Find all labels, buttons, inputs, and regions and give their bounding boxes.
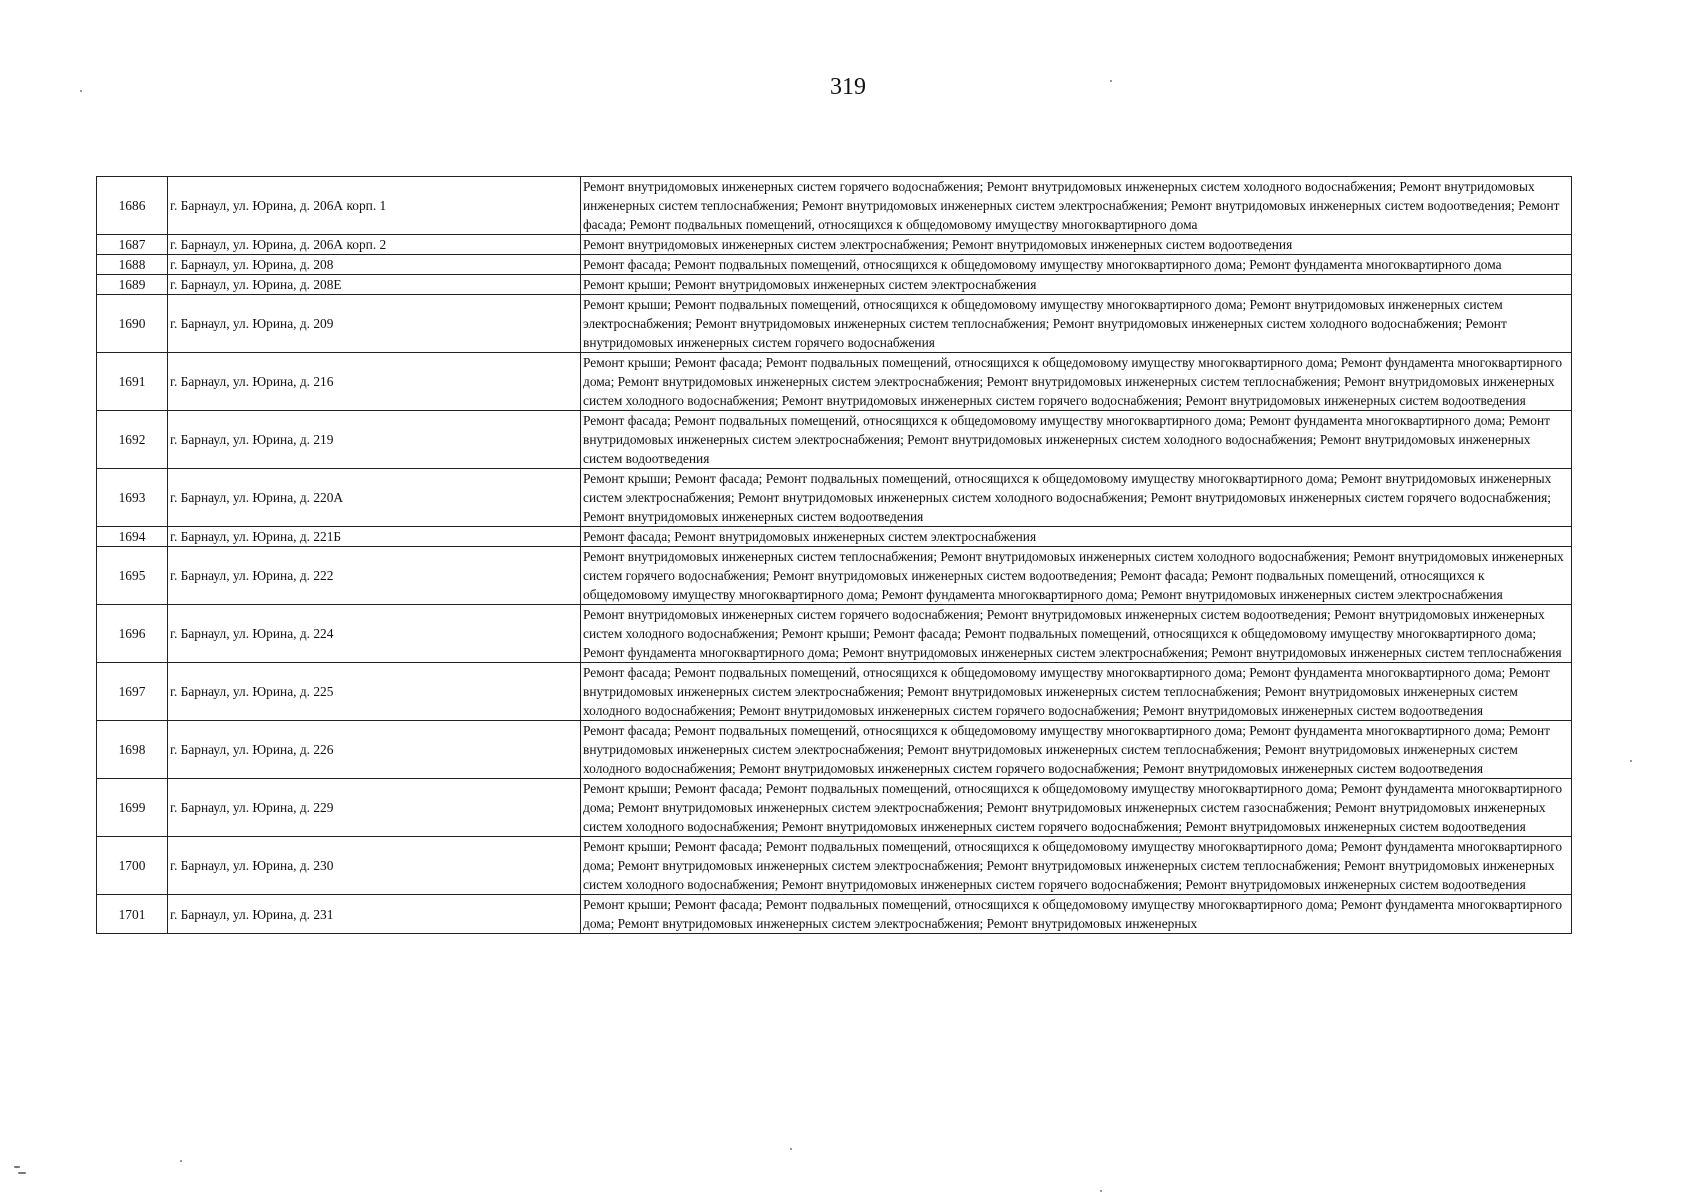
table-row: [97, 779, 1572, 837]
row-address: г. Барнаул, ул. Юрина, д. 206А корп. 1: [168, 177, 581, 235]
row-works: Ремонт фасада; Ремонт внутридомовых инженерных систем электроснабжения: [581, 527, 1572, 547]
row-number: 1701: [97, 895, 168, 934]
row-number: 1700: [97, 837, 168, 895]
row-works: Ремонт крыши; Ремонт фасада; Ремонт подвальных помещений, относящихся к общедомовому имуществу многоквартирного дома; Ремонт фундамента многоквартирного дома; Ремонт внутридомовых инженерных систем электроснабжения; Ремонт внутридомовых инженерных: [581, 895, 1572, 934]
row-address: г. Барнаул, ул. Юрина, д. 221Б: [168, 527, 581, 547]
table-row: [97, 411, 1572, 469]
table-row: [97, 255, 1572, 275]
row-works: Ремонт крыши; Ремонт фасада; Ремонт подвальных помещений, относящихся к общедомовому имуществу многоквартирного дома; Ремонт фундамента многоквартирного дома; Ремонт внутридомовых инженерных систем электроснабжения; Ремонт внутридомовых инженерных систем газоснабжения; Ремонт внутридомовых инженерных систем холодного водоснабжения; Ремонт внутридомовых инженерных систем горячего водоснабжения; Ремонт внутридомовых инженерных систем водоотведения: [581, 779, 1572, 837]
row-works: Ремонт внутридомовых инженерных систем теплоснабжения; Ремонт внутридомовых инженерных систем холодного водоснабжения; Ремонт внутридомовых инженерных систем горячего водоснабжения; Ремонт внутридомовых инженерных систем водоотведения; Ремонт фасада; Ремонт подвальных помещений, относящихся к общедомовому имуществу многоквартирного дома; Ремонт фундамента многоквартирного дома; Ремонт внутридомовых инженерных систем электроснабжения: [581, 547, 1572, 605]
table-row: [97, 527, 1572, 547]
row-number: 1686: [97, 177, 168, 235]
row-works: Ремонт фасада; Ремонт подвальных помещений, относящихся к общедомовому имуществу многоквартирного дома; Ремонт фундамента многоквартирного дома; Ремонт внутридомовых инженерных систем электроснабжения; Ремонт внутридомовых инженерных систем холодного водоснабжения; Ремонт внутридомовых инженерных систем водоотведения: [581, 411, 1572, 469]
row-address: г. Барнаул, ул. Юрина, д. 231: [168, 895, 581, 934]
row-address: г. Барнаул, ул. Юрина, д. 220А: [168, 469, 581, 527]
row-number: 1697: [97, 663, 168, 721]
row-address: г. Барнаул, ул. Юрина, д. 222: [168, 547, 581, 605]
registry-body: [97, 177, 1572, 934]
row-address: г. Барнаул, ул. Юрина, д. 226: [168, 721, 581, 779]
row-number: 1692: [97, 411, 168, 469]
table-row: [97, 469, 1572, 527]
row-number: 1687: [97, 235, 168, 255]
table-row: [97, 663, 1572, 721]
repair-registry-table: [96, 176, 1572, 934]
row-address: г. Барнаул, ул. Юрина, д. 208: [168, 255, 581, 275]
row-number: 1695: [97, 547, 168, 605]
table-row: [97, 235, 1572, 255]
row-address: г. Барнаул, ул. Юрина, д. 230: [168, 837, 581, 895]
row-works: Ремонт внутридомовых инженерных систем горячего водоснабжения; Ремонт внутридомовых инженерных систем водоотведения; Ремонт внутридомовых инженерных систем холодного водоснабжения; Ремонт крыши; Ремонт фасада; Ремонт подвальных помещений, относящихся к общедомовому имуществу многоквартирного дома; Ремонт фундамента многоквартирного дома; Ремонт внутридомовых инженерных систем электроснабжения; Ремонт внутридомовых инженерных систем теплоснабжения: [581, 605, 1572, 663]
row-number: 1691: [97, 353, 168, 411]
table-row: [97, 177, 1572, 235]
row-address: г. Барнаул, ул. Юрина, д. 225: [168, 663, 581, 721]
row-works: Ремонт крыши; Ремонт фасада; Ремонт подвальных помещений, относящихся к общедомовому имуществу многоквартирного дома; Ремонт внутридомовых инженерных систем электроснабжения; Ремонт внутридомовых инженерных систем холодного водоснабжения; Ремонт внутридомовых инженерных систем горячего водоснабжения; Ремонт внутридомовых инженерных систем водоотведения: [581, 469, 1572, 527]
row-number: 1688: [97, 255, 168, 275]
table-row: [97, 895, 1572, 934]
table-row: [97, 275, 1572, 295]
row-address: г. Барнаул, ул. Юрина, д. 208Е: [168, 275, 581, 295]
row-address: г. Барнаул, ул. Юрина, д. 229: [168, 779, 581, 837]
row-number: 1699: [97, 779, 168, 837]
row-address: г. Барнаул, ул. Юрина, д. 206А корп. 2: [168, 235, 581, 255]
row-address: г. Барнаул, ул. Юрина, д. 216: [168, 353, 581, 411]
row-address: г. Барнаул, ул. Юрина, д. 209: [168, 295, 581, 353]
table-row: [97, 547, 1572, 605]
table-row: [97, 721, 1572, 779]
row-address: г. Барнаул, ул. Юрина, д. 224: [168, 605, 581, 663]
row-works: Ремонт внутридомовых инженерных систем электроснабжения; Ремонт внутридомовых инженерных систем водоотведения: [581, 235, 1572, 255]
row-works: Ремонт крыши; Ремонт внутридомовых инженерных систем электроснабжения: [581, 275, 1572, 295]
row-number: 1696: [97, 605, 168, 663]
row-works: Ремонт крыши; Ремонт подвальных помещений, относящихся к общедомовому имуществу многоквартирного дома; Ремонт внутридомовых инженерных систем электроснабжения; Ремонт внутридомовых инженерных систем теплоснабжения; Ремонт внутридомовых инженерных систем холодного водоснабжения; Ремонт внутридомовых инженерных систем горячего водоснабжения: [581, 295, 1572, 353]
row-number: 1698: [97, 721, 168, 779]
row-works: Ремонт крыши; Ремонт фасада; Ремонт подвальных помещений, относящихся к общедомовому имуществу многоквартирного дома; Ремонт фундамента многоквартирного дома; Ремонт внутридомовых инженерных систем электроснабжения; Ремонт внутридомовых инженерных систем теплоснабжения; Ремонт внутридомовых инженерных систем холодного водоснабжения; Ремонт внутридомовых инженерных систем горячего водоснабжения; Ремонт внутридомовых инженерных систем водоотведения: [581, 837, 1572, 895]
row-number: 1689: [97, 275, 168, 295]
row-works: Ремонт фасада; Ремонт подвальных помещений, относящихся к общедомовому имуществу многоквартирного дома; Ремонт фундамента многоквартирного дома; Ремонт внутридомовых инженерных систем электроснабжения; Ремонт внутридомовых инженерных систем теплоснабжения; Ремонт внутридомовых инженерных систем холодного водоснабжения; Ремонт внутридомовых инженерных систем горячего водоснабжения; Ремонт внутридомовых инженерных систем водоотведения: [581, 721, 1572, 779]
row-works: Ремонт внутридомовых инженерных систем горячего водоснабжения; Ремонт внутридомовых инженерных систем холодного водоснабжения; Ремонт внутридомовых инженерных систем теплоснабжения; Ремонт внутридомовых инженерных систем электроснабжения; Ремонт внутридомовых инженерных систем водоотведения; Ремонт фасада; Ремонт подвальных помещений, относящихся к общедомовому имуществу многоквартирного дома: [581, 177, 1572, 235]
page-number: 319: [830, 74, 866, 100]
row-number: 1690: [97, 295, 168, 353]
row-number: 1693: [97, 469, 168, 527]
row-number: 1694: [97, 527, 168, 547]
row-works: Ремонт фасада; Ремонт подвальных помещений, относящихся к общедомовому имуществу многоквартирного дома; Ремонт фундамента многоквартирного дома: [581, 255, 1572, 275]
row-works: Ремонт фасада; Ремонт подвальных помещений, относящихся к общедомовому имуществу многоквартирного дома; Ремонт фундамента многоквартирного дома; Ремонт внутридомовых инженерных систем электроснабжения; Ремонт внутридомовых инженерных систем теплоснабжения; Ремонт внутридомовых инженерных систем холодного водоснабжения; Ремонт внутридомовых инженерных систем горячего водоснабжения; Ремонт внутридомовых инженерных систем водоотведения: [581, 663, 1572, 721]
row-address: г. Барнаул, ул. Юрина, д. 219: [168, 411, 581, 469]
row-works: Ремонт крыши; Ремонт фасада; Ремонт подвальных помещений, относящихся к общедомовому имуществу многоквартирного дома; Ремонт фундамента многоквартирного дома; Ремонт внутридомовых инженерных систем электроснабжения; Ремонт внутридомовых инженерных систем теплоснабжения; Ремонт внутридомовых инженерных систем холодного водоснабжения; Ремонт внутридомовых инженерных систем горячего водоснабжения; Ремонт внутридомовых инженерных систем водоотведения: [581, 353, 1572, 411]
table-row: [97, 295, 1572, 353]
table-row: [97, 837, 1572, 895]
table-row: [97, 605, 1572, 663]
table-row: [97, 353, 1572, 411]
